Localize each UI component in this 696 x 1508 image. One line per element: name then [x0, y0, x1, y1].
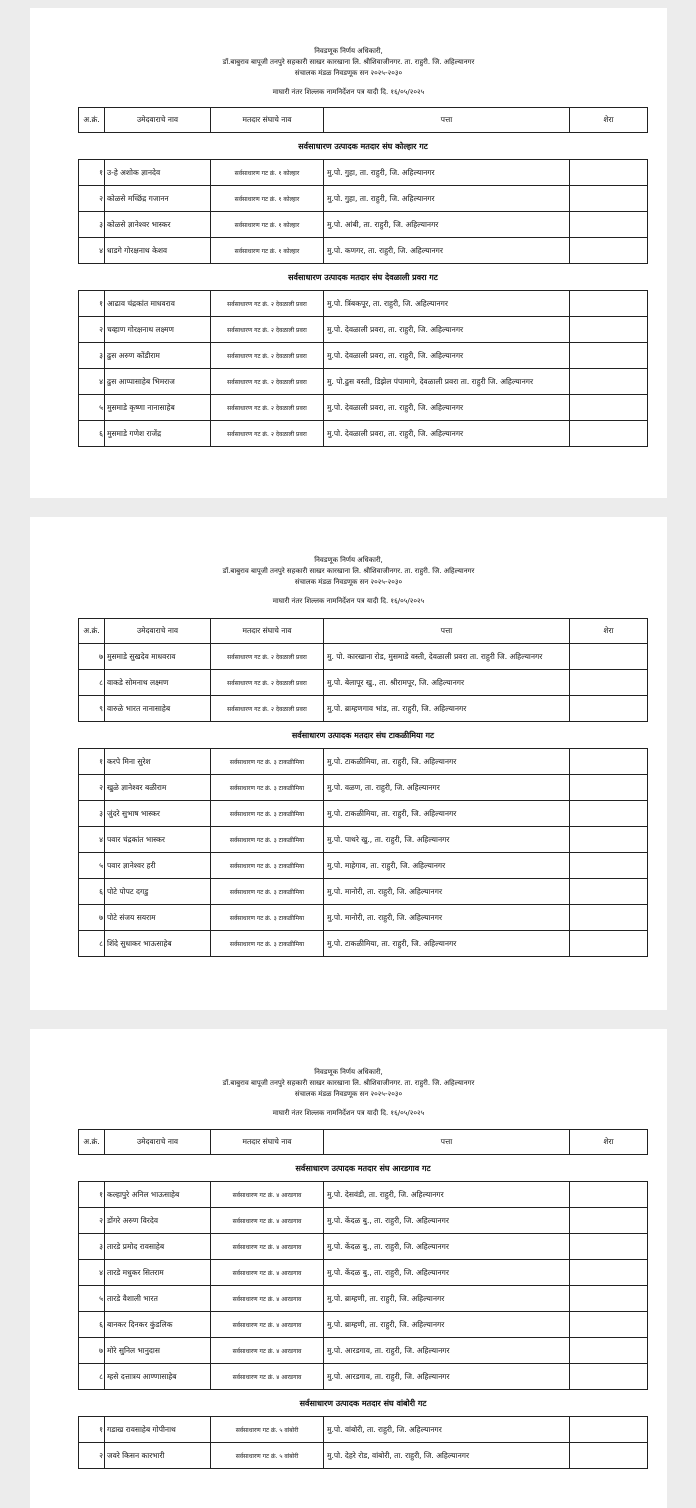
table-row [79, 421, 648, 447]
remark-cell [570, 801, 648, 827]
address-cell: मु.पो. देसवंडी, ता. राहुरी, जि. अहिल्यानगर [324, 1182, 570, 1208]
address-cell: मु.पो. केंदळ बु., ता. राहुरी, जि. अहिल्यानगर [324, 1260, 570, 1286]
remark-cell [570, 1417, 648, 1443]
table-header-row [79, 1130, 648, 1155]
col-constituency: मतदार संघाचे नाव [211, 1130, 324, 1155]
remark-cell [570, 1234, 648, 1260]
table-row [79, 749, 648, 775]
table-row [79, 931, 648, 957]
candidate-name-cell: कोळसे ज्ञानेश्वर भास्कर [105, 212, 211, 238]
header-line3: संचालक मंडळ निवडणूक सन २०२५-२०३० [294, 69, 403, 77]
serial-cell: १ [79, 291, 105, 317]
remark-cell [570, 696, 648, 722]
section-title: सर्वसाधारण उत्पादक मतदार संघ टाकळीमिया गट [79, 722, 648, 749]
constituency-cell: सर्वसाधारण गट क्रं. ४ आरडगाव [211, 1208, 324, 1234]
col-name: उमेदवाराचे नाव [105, 1130, 211, 1155]
serial-cell: ८ [79, 670, 105, 696]
table-row [79, 644, 648, 670]
serial-cell: ५ [79, 395, 105, 421]
candidate-name-cell: धाडगे गोरक्षनाथ केशव [105, 238, 211, 264]
candidate-name-cell: पोटे संजय सयराम [105, 905, 211, 931]
remark-cell [570, 1208, 648, 1234]
address-cell: मु. पो.ढुस वस्ती, डिझेल पंपामागे, देवळाली प्रवरा ता. राहुरी जि. अहिल्यानगर [324, 369, 570, 395]
constituency-cell: सर्वसाधारण गट क्रं. २ देवळाली प्रवरा [211, 369, 324, 395]
address-cell: मु.पो. कणगर, ता. राहुरी, जि. अहिल्यानगर [324, 238, 570, 264]
table-row [79, 1364, 648, 1390]
constituency-cell: सर्वसाधारण गट क्रं. १ कोल्हार [211, 238, 324, 264]
header-line1: निवडणूक निर्णय अधिकारी, [314, 1068, 383, 1076]
constituency-cell: सर्वसाधारण गट क्रं. ३ टाकळीमिया [211, 775, 324, 801]
address-cell: मु.पो. ब्राम्हणी, ता. राहुरी, जि. अहिल्यानगर [324, 1286, 570, 1312]
remark-cell [570, 212, 648, 238]
remark-cell [570, 670, 648, 696]
constituency-cell: सर्वसाधारण गट क्रं. ३ टाकळीमिया [211, 853, 324, 879]
col-address: पत्ता [324, 1130, 570, 1155]
serial-cell: ६ [79, 421, 105, 447]
serial-cell: ३ [79, 212, 105, 238]
serial-cell: ३ [79, 801, 105, 827]
section-title: सर्वसाधारण उत्पादक मतदार संघ देवळाली प्रवरा गट [79, 264, 648, 291]
address-cell: मु.पो. देवळाली प्रवरा, ता. राहुरी, जि. अहिल्यानगर [324, 317, 570, 343]
constituency-cell: सर्वसाधारण गट क्रं. ४ आरडगाव [211, 1338, 324, 1364]
serial-cell: ५ [79, 1286, 105, 1312]
header-line4: माघारी नंतर शिल्लक नामनिर्देशन पत्र यादी दि. १६/०५/२०२५ [272, 597, 425, 605]
candidate-name-cell: करपे मिना सुरेश [105, 749, 211, 775]
remark-cell [570, 369, 648, 395]
table-row [79, 775, 648, 801]
remark-cell [570, 186, 648, 212]
address-cell: मु.पो. आरडगाव, ता. राहुरी, जि. अहिल्यानगर [324, 1364, 570, 1390]
remark-cell [570, 317, 648, 343]
address-cell: मु.पो. गुहा, ता. राहुरी, जि. अहिल्यानगर [324, 186, 570, 212]
table-row [79, 853, 648, 879]
address-cell: मु.पो. देवळाली प्रवरा, ता. राहुरी, जि. अहिल्यानगर [324, 395, 570, 421]
serial-cell: ७ [79, 644, 105, 670]
serial-cell: ४ [79, 369, 105, 395]
table-row [79, 186, 648, 212]
section-heading-row [79, 133, 648, 160]
section-heading-row [79, 1155, 648, 1182]
serial-cell: ४ [79, 827, 105, 853]
candidate-name-cell: कल्हापुरे अनिल भाऊसाहेब [105, 1182, 211, 1208]
remark-cell [570, 827, 648, 853]
constituency-cell: सर्वसाधारण गट क्रं. २ देवळाली प्रवरा [211, 670, 324, 696]
col-constituency: मतदार संघाचे नाव [211, 619, 324, 644]
constituency-cell: सर्वसाधारण गट क्रं. ३ टाकळीमिया [211, 905, 324, 931]
candidate-name-cell: खुळे ज्ञानेश्वर बळीराम [105, 775, 211, 801]
serial-cell: २ [79, 317, 105, 343]
table-row [79, 879, 648, 905]
serial-cell: ७ [79, 905, 105, 931]
address-cell: मु.पो. टाकळीमिया, ता. राहुरी, जि. अहिल्यानगर [324, 801, 570, 827]
table-row [79, 1182, 648, 1208]
serial-cell: ८ [79, 931, 105, 957]
remark-cell [570, 853, 648, 879]
constituency-cell: सर्वसाधारण गट क्रं. २ देवळाली प्रवरा [211, 395, 324, 421]
candidate-name-cell: चव्हाण गोरक्षनाथ लक्ष्मण [105, 317, 211, 343]
candidate-table [78, 1129, 648, 1469]
serial-cell: ५ [79, 853, 105, 879]
serial-cell: ४ [79, 238, 105, 264]
candidate-name-cell: वारुळे भारत नानासाहेब [105, 696, 211, 722]
candidate-name-cell: शिंदे सुधाकर भाऊसाहेब [105, 931, 211, 957]
candidate-name-cell: जुंदरे सुभाष भास्कर [105, 801, 211, 827]
col-remark: शेरा [570, 108, 648, 133]
address-cell: मु. पो. कारखाना रोड, मुसमाडे वस्ती, देवळाली प्रवरा ता. राहुरी जि. अहिल्यानगर [324, 644, 570, 670]
address-cell: मु.पो. आरडगाव, ता. राहुरी, जि. अहिल्यानगर [324, 1338, 570, 1364]
page-1 [30, 8, 667, 498]
address-cell: मु.पो. ब्राम्हणी, ता. राहुरी, जि. अहिल्यानगर [324, 1312, 570, 1338]
candidate-name-cell: आढाव चंद्रकांत माधवराव [105, 291, 211, 317]
remark-cell [570, 343, 648, 369]
candidate-name-cell: तारडे वैशाली भारत [105, 1286, 211, 1312]
candidate-name-cell: मोरे सुनिल भानुदास [105, 1338, 211, 1364]
address-cell: मु.पो. पाथरे खु., ता. राहुरी, जि. अहिल्यानगर [324, 827, 570, 853]
remark-cell [570, 1286, 648, 1312]
header-line2: डॉ.बाबुराव बापूजी तनपुरे सहकारी साखर कारखाना लि. श्रीशिवाजीनगर. ता. राहुरी. जि. अहिल्यानगर [222, 567, 475, 575]
table-row [79, 1234, 648, 1260]
candidate-name-cell: तारडे मधुकर सितराम [105, 1260, 211, 1286]
candidate-name-cell: उ-हे अशोक ज्ञानदेव [105, 160, 211, 186]
serial-cell: १ [79, 749, 105, 775]
candidate-name-cell: कोळसे मच्छिंद्र गजानन [105, 186, 211, 212]
page-3 [30, 1029, 667, 1508]
candidate-name-cell: डोंगरे अरुण विरदेव [105, 1208, 211, 1234]
serial-cell: ८ [79, 1364, 105, 1390]
constituency-cell: सर्वसाधारण गट क्रं. १ कोल्हार [211, 212, 324, 238]
address-cell: मु.पो. वळण, ता. राहुरी, जि. अहिल्यानगर [324, 775, 570, 801]
constituency-cell: सर्वसाधारण गट क्रं. ३ टाकळीमिया [211, 749, 324, 775]
table-row [79, 238, 648, 264]
constituency-cell: सर्वसाधारण गट क्रं. २ देवळाली प्रवरा [211, 644, 324, 670]
constituency-cell: सर्वसाधारण गट क्रं. २ देवळाली प्रवरा [211, 343, 324, 369]
header-line4: माघारी नंतर शिल्लक नामनिर्देशन पत्र यादी दि. १६/०५/२०२५ [272, 1109, 425, 1117]
constituency-cell: सर्वसाधारण गट क्रं. ४ आरडगाव [211, 1182, 324, 1208]
candidate-name-cell: पवार चंद्रकांत भास्कर [105, 827, 211, 853]
constituency-cell: सर्वसाधारण गट क्रं. ३ टाकळीमिया [211, 931, 324, 957]
page-2 [30, 517, 667, 1010]
table-row [79, 291, 648, 317]
serial-cell: २ [79, 1443, 105, 1469]
candidate-name-cell: तारडे प्रमोद रावसाहेब [105, 1234, 211, 1260]
candidate-name-cell: पोटे पोपट दगडु [105, 879, 211, 905]
section-title: सर्वसाधारण उत्पादक मतदार संघ आरडगाव गट [79, 1155, 648, 1182]
candidate-name-cell: ढुस अरुण कोंडीराम [105, 343, 211, 369]
remark-cell [570, 644, 648, 670]
remark-cell [570, 1260, 648, 1286]
candidate-name-cell: पवार ज्ञानेश्वर हरी [105, 853, 211, 879]
serial-cell: १ [79, 1182, 105, 1208]
address-cell: मु.पो. त्रिंबकपूर, ता. राहुरी, जि. अहिल्यानगर [324, 291, 570, 317]
remark-cell [570, 395, 648, 421]
table-row [79, 801, 648, 827]
constituency-cell: सर्वसाधारण गट क्रं. ४ आरडगाव [211, 1312, 324, 1338]
constituency-cell: सर्वसाधारण गट क्रं. १ कोल्हार [211, 160, 324, 186]
table-row [79, 1260, 648, 1286]
address-cell: मु.पो. टाकळीमिया, ता. राहुरी, जि. अहिल्यानगर [324, 749, 570, 775]
constituency-cell: सर्वसाधारण गट क्रं. ५ वांबोरी [211, 1443, 324, 1469]
address-cell: मु.पो. टाकळीमिया, ता. राहुरी, जि. अहिल्यानगर [324, 931, 570, 957]
candidate-name-cell: गडाख रावसाहेब गोपीनाथ [105, 1417, 211, 1443]
remark-cell [570, 1338, 648, 1364]
address-cell: मु.पो. माहेगाव, ता. राहुरी, जि. अहिल्यानगर [324, 853, 570, 879]
col-name: उमेदवाराचे नाव [105, 619, 211, 644]
serial-cell: ६ [79, 879, 105, 905]
address-cell: मु.पो. मानोरी, ता. राहुरी, जि. अहिल्यानगर [324, 905, 570, 931]
serial-cell: २ [79, 1208, 105, 1234]
table-row [79, 395, 648, 421]
address-cell: मु.पो. देवळाली प्रवरा, ता. राहुरी, जि. अहिल्यानगर [324, 343, 570, 369]
header-line2: डॉ.बाबुराव बापूजी तनपुरे सहकारी साखर कारखाना लि. श्रीशिवाजीनगर. ता. राहुरी. जि. अहिल्यानगर [222, 1079, 475, 1087]
document-header [30, 1029, 667, 1119]
candidate-name-cell: मुसमाडे कृष्णा नानासाहेब [105, 395, 211, 421]
candidate-name-cell: जवरे किसन कारभारी [105, 1443, 211, 1469]
header-line3: संचालक मंडळ निवडणूक सन २०२५-२०३० [294, 1090, 403, 1098]
remark-cell [570, 160, 648, 186]
col-address: पत्ता [324, 619, 570, 644]
header-line2: डॉ.बाबुराव बापूजी तनपुरे सहकारी साखर कारखाना लि. श्रीशिवाजीनगर. ता. राहुरी. जि. अहिल्यानगर [222, 58, 475, 66]
candidate-name-cell: वाकडे सोमनाथ लक्ष्मण [105, 670, 211, 696]
serial-cell: १ [79, 160, 105, 186]
remark-cell [570, 291, 648, 317]
col-constituency: मतदार संघाचे नाव [211, 108, 324, 133]
constituency-cell: सर्वसाधारण गट क्रं. ३ टाकळीमिया [211, 879, 324, 905]
constituency-cell: सर्वसाधारण गट क्रं. ४ आरडगाव [211, 1260, 324, 1286]
col-address: पत्ता [324, 108, 570, 133]
col-name: उमेदवाराचे नाव [105, 108, 211, 133]
serial-cell: ३ [79, 343, 105, 369]
remark-cell [570, 421, 648, 447]
constituency-cell: सर्वसाधारण गट क्रं. ५ वांबोरी [211, 1417, 324, 1443]
constituency-cell: सर्वसाधारण गट क्रं. २ देवळाली प्रवरा [211, 291, 324, 317]
constituency-cell: सर्वसाधारण गट क्रं. ४ आरडगाव [211, 1234, 324, 1260]
table-row [79, 1312, 648, 1338]
col-remark: शेरा [570, 619, 648, 644]
remark-cell [570, 1443, 648, 1469]
address-cell: मु.पो. देवळाली प्रवरा, ता. राहुरी, जि. अहिल्यानगर [324, 421, 570, 447]
remark-cell [570, 1364, 648, 1390]
candidate-name-cell: म्हसे दत्तात्रय आण्णासाहेब [105, 1364, 211, 1390]
remark-cell [570, 931, 648, 957]
document-header [30, 517, 667, 607]
section-heading-row [79, 264, 648, 291]
serial-cell: ७ [79, 1338, 105, 1364]
table-row [79, 369, 648, 395]
serial-cell: ३ [79, 1234, 105, 1260]
table-row [79, 1208, 648, 1234]
document-header [30, 8, 667, 98]
candidate-name-cell: मुसमाडे गणेश राजेंद्र [105, 421, 211, 447]
candidate-table [78, 618, 648, 957]
header-line4: माघारी नंतर शिल्लक नामनिर्देशन पत्र यादी दि. १६/०५/२०२५ [272, 88, 425, 96]
candidate-name-cell: ढुस आप्पासाहेब भिमराज [105, 369, 211, 395]
constituency-cell: सर्वसाधारण गट क्रं. ४ आरडगाव [211, 1364, 324, 1390]
table-row [79, 343, 648, 369]
table-row [79, 1338, 648, 1364]
candidate-table [78, 107, 648, 447]
candidate-name-cell: मुसमाडे सुखदेव माधवराव [105, 644, 211, 670]
section-heading-row [79, 1390, 648, 1417]
address-cell: मु.पो. देहरे रोड, वांबोरी, ता. राहुरी, जि. अहिल्यानगर [324, 1443, 570, 1469]
constituency-cell: सर्वसाधारण गट क्रं. २ देवळाली प्रवरा [211, 317, 324, 343]
constituency-cell: सर्वसाधारण गट क्रं. १ कोल्हार [211, 186, 324, 212]
serial-cell: ४ [79, 1260, 105, 1286]
remark-cell [570, 879, 648, 905]
header-line1: निवडणूक निर्णय अधिकारी, [314, 556, 383, 564]
address-cell: मु.पो. केंदळ बु., ता. राहुरी, जि. अहिल्यानगर [324, 1208, 570, 1234]
constituency-cell: सर्वसाधारण गट क्रं. ३ टाकळीमिया [211, 801, 324, 827]
section-title: सर्वसाधारण उत्पादक मतदार संघ वांबोरी गट [79, 1390, 648, 1417]
table-row [79, 160, 648, 186]
table-header-row [79, 619, 648, 644]
address-cell: मु.पो. ब्राम्हणगाव भांड, ता. राहुरी, जि. अहिल्यानगर [324, 696, 570, 722]
constituency-cell: सर्वसाधारण गट क्रं. ३ टाकळीमिया [211, 827, 324, 853]
remark-cell [570, 775, 648, 801]
serial-cell: ९ [79, 696, 105, 722]
header-line1: निवडणूक निर्णय अधिकारी, [314, 47, 383, 55]
serial-cell: २ [79, 775, 105, 801]
col-serial: अ.क्रं. [79, 1130, 105, 1155]
remark-cell [570, 1182, 648, 1208]
address-cell: मु.पो. मानोरी, ता. राहुरी, जि. अहिल्यानगर [324, 879, 570, 905]
address-cell: मु.पो. केंदळ बु., ता. राहुरी, जि. अहिल्यानगर [324, 1234, 570, 1260]
table-row [79, 1417, 648, 1443]
constituency-cell: सर्वसाधारण गट क्रं. २ देवळाली प्रवरा [211, 696, 324, 722]
address-cell: मु.पो. गुहा, ता. राहुरी, जि. अहिल्यानगर [324, 160, 570, 186]
address-cell: मु.पो. आंबी, ता. राहुरी, जि. अहिल्यानगर [324, 212, 570, 238]
table-row [79, 696, 648, 722]
remark-cell [570, 905, 648, 931]
header-line3: संचालक मंडळ निवडणूक सन २०२५-२०३० [294, 578, 403, 586]
col-remark: शेरा [570, 1130, 648, 1155]
serial-cell: १ [79, 1417, 105, 1443]
remark-cell [570, 749, 648, 775]
serial-cell: २ [79, 186, 105, 212]
remark-cell [570, 238, 648, 264]
remark-cell [570, 1312, 648, 1338]
table-row [79, 827, 648, 853]
table-row [79, 1286, 648, 1312]
table-row [79, 1443, 648, 1469]
constituency-cell: सर्वसाधारण गट क्रं. ४ आरडगाव [211, 1286, 324, 1312]
table-row [79, 670, 648, 696]
table-row [79, 905, 648, 931]
constituency-cell: सर्वसाधारण गट क्रं. २ देवळाली प्रवरा [211, 421, 324, 447]
serial-cell: ६ [79, 1312, 105, 1338]
table-row [79, 212, 648, 238]
address-cell: मु.पो. वांबोरी, ता. राहुरी, जि. अहिल्यानगर [324, 1417, 570, 1443]
table-header-row [79, 108, 648, 133]
col-serial: अ.क्रं. [79, 108, 105, 133]
section-title: सर्वसाधारण उत्पादक मतदार संघ कोल्हार गट [79, 133, 648, 160]
address-cell: मु.पो. बेलापूर खु., ता. श्रीरामपूर, जि. अहिल्यानगर [324, 670, 570, 696]
section-heading-row [79, 722, 648, 749]
col-serial: अ.क्रं. [79, 619, 105, 644]
table-row [79, 317, 648, 343]
candidate-name-cell: बानकर दिनकर कुंडलिक [105, 1312, 211, 1338]
